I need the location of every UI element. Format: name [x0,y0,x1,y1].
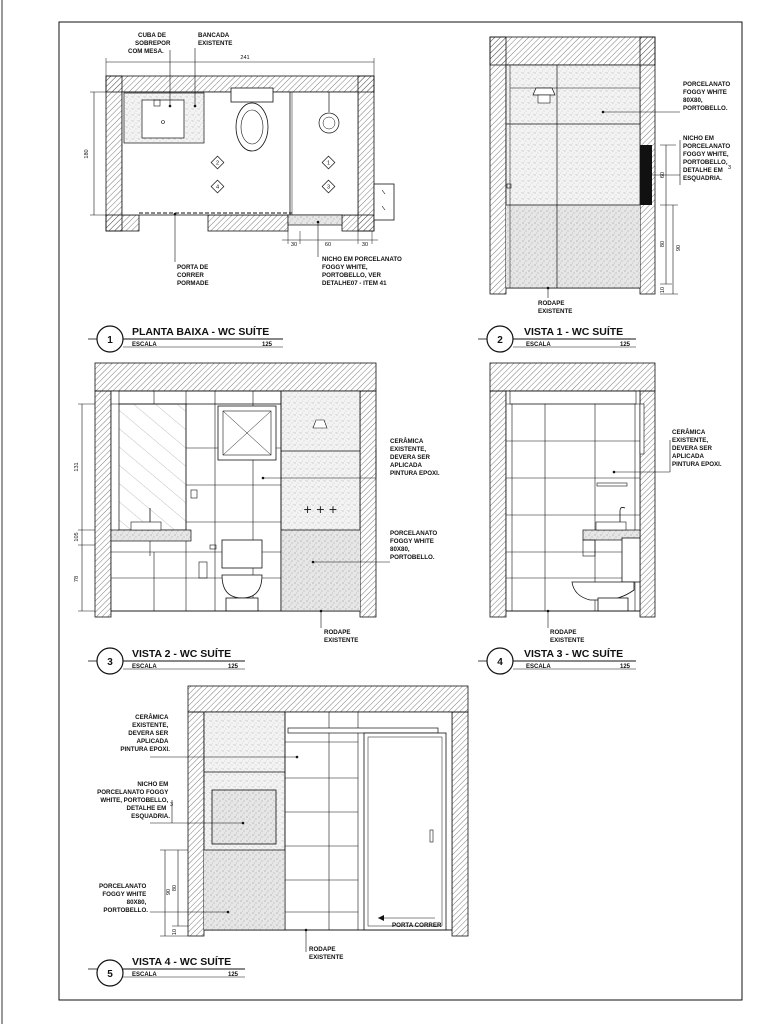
svg-text:60: 60 [324,242,332,248]
svg-text:ESCALA: ESCALA [132,664,157,670]
svg-text:105: 105 [74,532,80,542]
svg-text:10: 10 [172,928,178,936]
label-ceramica-v2: CERÂMICA EXISTENTE, DEVERA SER APLICADA PINTURA EPOXI. [390,438,440,477]
svg-text:4: 4 [497,657,503,668]
svg-text:125: 125 [620,664,631,670]
toilet [222,540,262,568]
toilet [622,538,640,582]
title-block-3 [88,647,245,674]
sliding-door [364,733,446,930]
view-title-3: VISTA 2 - WC SUÍTE [132,648,232,660]
view-title-2: VISTA 1 - WC SUÍTE [524,326,624,338]
niche [288,215,342,225]
label-porta: PORTA DE CORRER PORMADE [177,264,209,287]
dim-180: 180 [84,149,90,159]
vista-2 [74,363,440,644]
label-porcelanato-v1: PORCELANATO FOGGY WHITE 80X80, PORTOBELLO. [683,81,731,112]
svg-text:90: 90 [166,888,172,896]
view-title-5: VISTA 4 - WC SUÍTE [132,956,232,968]
svg-text:80: 80 [172,884,178,892]
svg-text:ESCALA: ESCALA [132,972,157,978]
svg-text:30: 30 [290,242,298,248]
countertop [111,530,191,541]
svg-text:1: 1 [326,160,331,167]
label-rodape-v4: RODAPE EXISTENTE [309,946,344,961]
svg-text:4: 4 [215,184,220,191]
svg-text:125: 125 [228,664,239,670]
svg-text:125: 125 [228,972,239,978]
label-nicho-v4: NICHO EM PORCELANATO FOGGY WHITE, PORTOBELLO, DETALHE EM ESQUADRIA. [97,781,170,820]
label-nicho-plan: NICHO EM PORCELANATO FOGGY WHITE, PORTOBELLO, VER DETALHE07 - ITEM 41 [322,256,402,287]
sink [142,100,184,138]
label-porcelanato-v2: PORCELANATO FOGGY WHITE 80X80, PORTOBELLO. [390,530,438,561]
vista-4 [97,686,468,961]
svg-text:3: 3 [326,184,331,191]
label-rodape-v2: RODAPE EXISTENTE [324,629,359,644]
svg-text:ESCALA: ESCALA [526,342,551,348]
svg-text:5: 5 [107,969,113,980]
svg-text:3: 3 [107,657,113,668]
svg-text:3: 3 [170,802,174,808]
title-block-4 [478,647,636,674]
svg-text:2: 2 [215,160,220,167]
svg-text:10: 10 [660,286,666,294]
niche [212,790,276,844]
title-block-5 [88,955,245,986]
svg-text:131: 131 [74,462,80,472]
shower-head [533,88,555,95]
svg-text:3: 3 [728,165,732,171]
label-rodape-v1: RODAPE EXISTENTE [538,300,573,315]
view-title-1: PLANTA BAIXA - WC SUÍTE [132,326,270,338]
label-ceramica-v4: CERÂMICA EXISTENTE, DEVERA SER APLICADA PINTURA EPOXI. [120,714,170,753]
mirror [119,404,186,530]
vista-3 [490,363,722,644]
plan-view [84,32,404,287]
shower-head [319,113,339,133]
svg-text:125: 125 [262,342,273,348]
title-block-2 [478,325,636,352]
dim-241: 241 [240,55,250,61]
svg-text:30: 30 [361,242,369,248]
svg-text:60: 60 [660,171,666,179]
view-title-4: VISTA 3 - WC SUÍTE [524,648,624,660]
svg-text:2: 2 [497,335,503,346]
svg-text:+ + +: + + + [303,503,338,516]
svg-text:90: 90 [676,244,682,252]
label-bancada: BANCADA EXISTENTE [198,32,233,47]
label-cuba: CUBA DE SOBREPOR COM MESA. [128,32,171,55]
svg-text:ESCALA: ESCALA [526,664,551,670]
niche [640,145,652,205]
vista-1 [490,37,732,315]
title-block-1 [88,325,283,352]
label-nicho-v1: NICHO EM PORCELANATO FOGGY WHITE, PORTOBELLO, DETALHE EM ESQUADRIA. [683,135,731,182]
label-porta-correr: PORTA CORRER [392,922,442,929]
svg-text:125: 125 [620,342,631,348]
label-porcelanato-v4: PORCELANATO FOGGY WHITE 80X80, PORTOBELLO. [99,883,148,914]
label-rodape-v3: RODAPE EXISTENTE [550,629,585,644]
svg-text:ESCALA: ESCALA [132,342,157,348]
svg-text:1: 1 [107,335,113,346]
svg-text:80: 80 [660,240,666,248]
label-ceramica-v3: CERÂMICA EXISTENTE, DEVERA SER APLICADA PINTURA EPOXI. [672,429,722,468]
toilet-tank [231,88,273,102]
svg-text:78: 78 [74,575,80,583]
